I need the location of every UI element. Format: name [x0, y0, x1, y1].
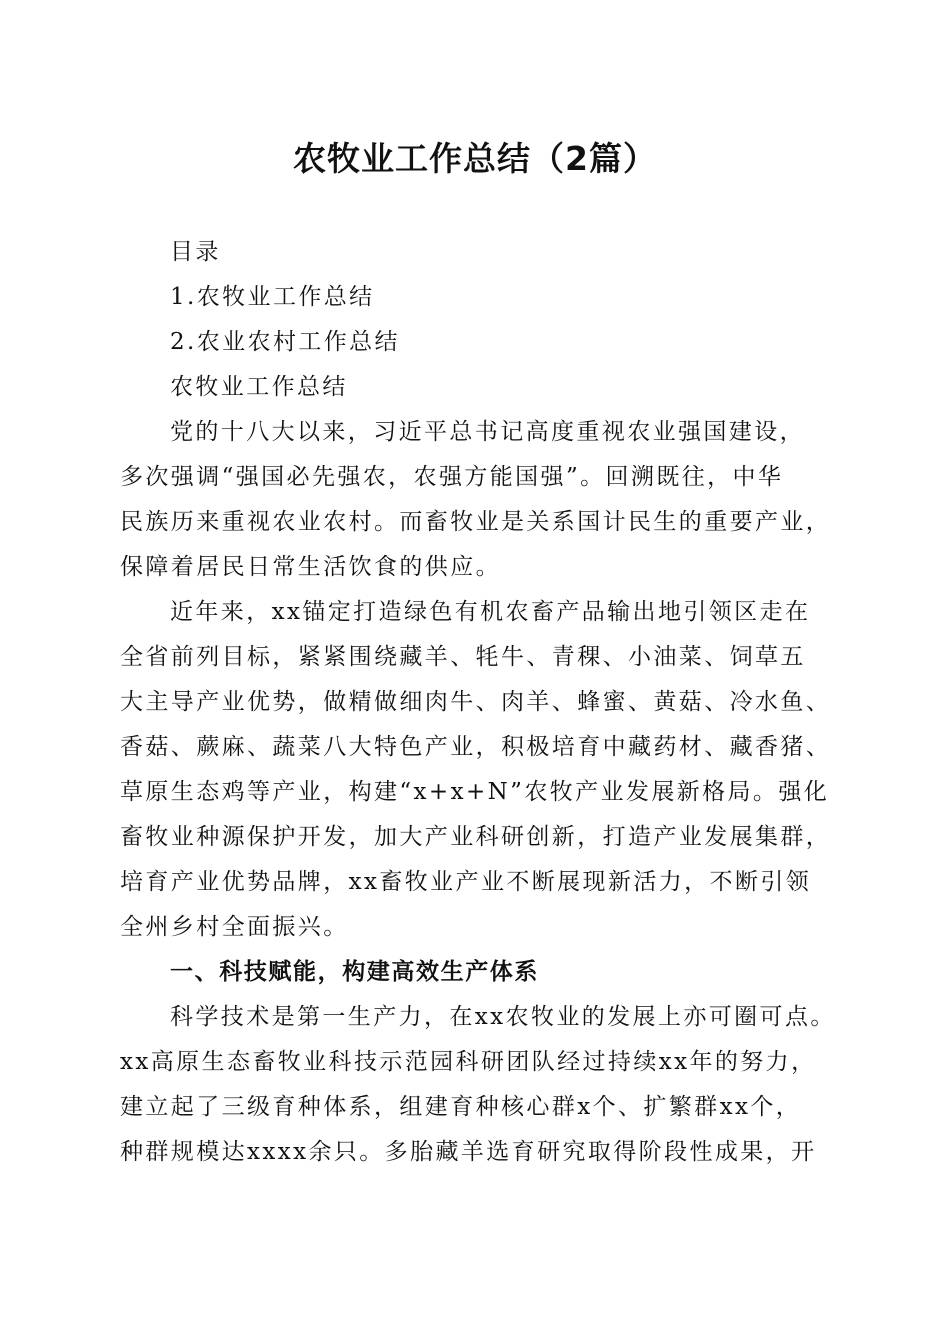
- toc-item-1: 1.农牧业工作总结: [170, 284, 375, 310]
- document-title: 农牧业工作总结（2篇）: [293, 139, 657, 178]
- paragraph-3-line: 种群规模达xxxx余只。多胎藏羊选育研究取得阶段性成果，开: [120, 1139, 817, 1165]
- paragraph-1-line: 党的十八大以来，习近平总书记高度重视农业强国建设，: [170, 419, 805, 445]
- paragraph-2-line: 香菇、蕨麻、蔬菜八大特色产业，积极培育中藏药材、藏香猪、: [120, 734, 832, 760]
- paragraph-1-line: 民族历来重视农业农村。而畜牧业是关系国计民生的重要产业，: [120, 509, 832, 535]
- paragraph-2-line: 近年来，xx锚定打造绿色有机农畜产品输出地引领区走在: [170, 599, 811, 625]
- section-heading-1: 一、科技赋能，构建高效生产体系: [170, 959, 539, 985]
- paragraph-3-line: 科学技术是第一生产力，在xx农牧业的发展上亦可圈可点。: [170, 1004, 836, 1030]
- paragraph-1-line: 保障着居民日常生活饮食的供应。: [120, 554, 501, 580]
- section-title: 农牧业工作总结: [170, 374, 348, 400]
- paragraph-1-line: 多次强调“强国必先强农，农强方能国强”。回溯既往，中华: [120, 464, 784, 490]
- paragraph-3-line: 建立起了三级育种体系，组建育种核心群x个、扩繁群xx个，: [120, 1094, 802, 1120]
- paragraph-2-line: 大主导产业优势，做精做细肉牛、肉羊、蜂蜜、黄菇、冷水鱼、: [120, 689, 832, 715]
- paragraph-2-line: 全省前列目标，紧紧围绕藏羊、牦牛、青稞、小油菜、饲草五: [120, 644, 806, 670]
- toc-label: 目录: [170, 239, 221, 265]
- paragraph-2-line: 培育产业优势品牌，xx畜牧业产业不断展现新活力，不断引领: [120, 869, 812, 895]
- paragraph-2-line: 全州乡村全面振兴。: [120, 914, 349, 940]
- paragraph-3-line: xx高原生态畜牧业科技示范园科研团队经过持续xx年的努力，: [120, 1049, 817, 1075]
- paragraph-2-line: 畜牧业种源保护开发，加大产业科研创新，打造产业发展集群，: [120, 824, 832, 850]
- paragraph-2-line: 草原生态鸡等产业，构建“x+x+N”农牧产业发展新格局。强化: [120, 779, 830, 805]
- toc-item-2: 2.农业农村工作总结: [170, 329, 400, 355]
